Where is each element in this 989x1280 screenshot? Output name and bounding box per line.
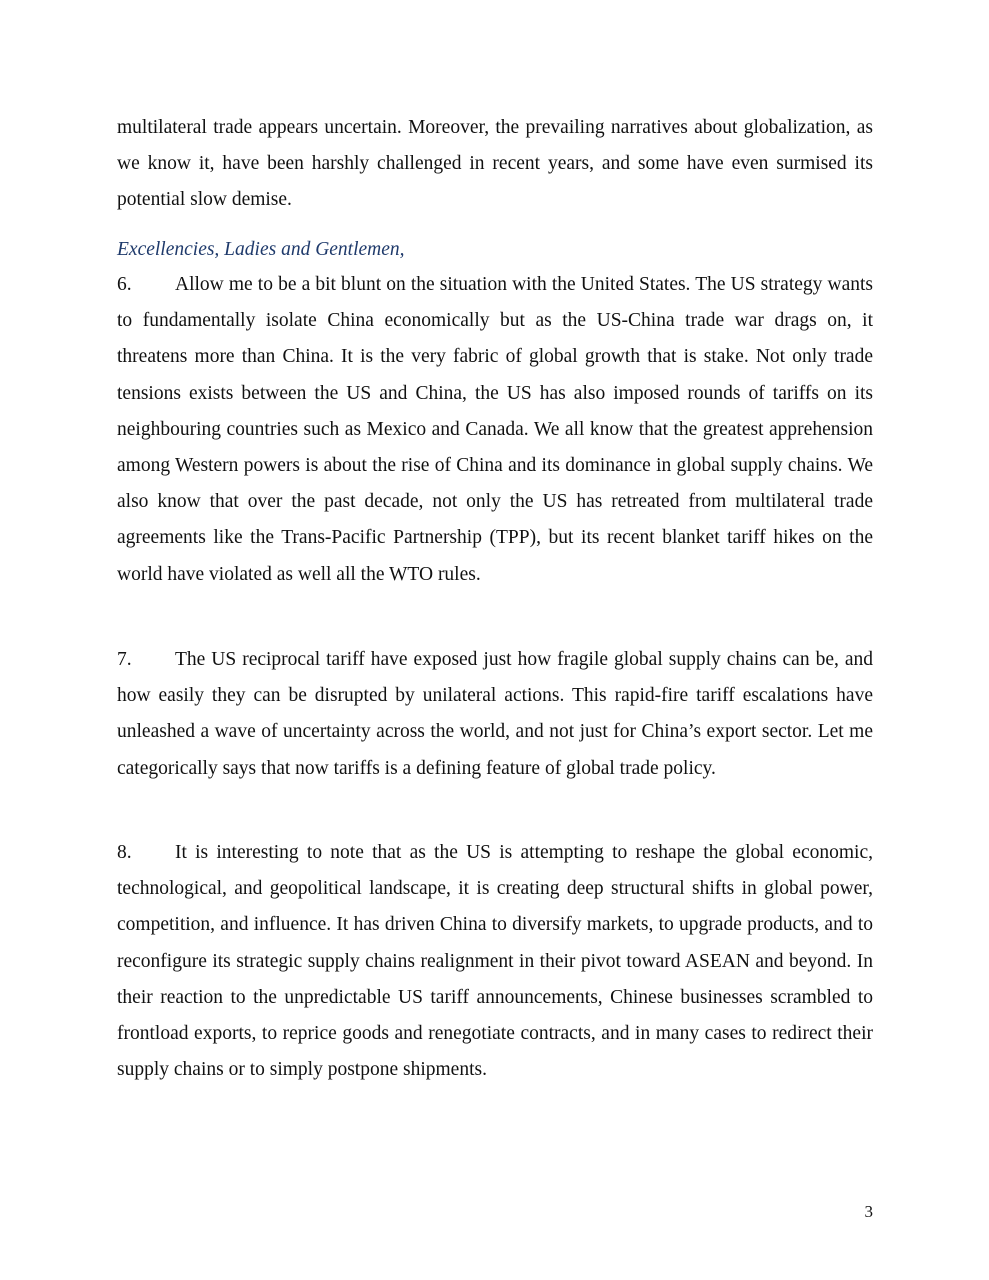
paragraph-7 (117, 642, 873, 787)
paragraph-text: It is interesting to note that as the US is attempting to reshape the global economic, technological, and geopolitical landscape, it is creating deep structural shifts in global power, competition, and influence. It has driven China to diversify markets, to upgrade products, and to reconfigure its strategic supply chains realignment in their pivot toward ASEAN and beyond. In their reaction to the unpredictable US tariff announcements, Chinese businesses scrambled to frontload exports, to reprice goods and renegotiate contracts, and in many cases to redirect their supply chains or to simply postpone shipments. (117, 842, 873, 1081)
paragraph-text: Allow me to be a bit blunt on the situation with the United States. The US strategy wants to fundamentally isolate China economically but as the US-China trade war drags on, it threatens more than China. It is the very fabric of global growth that is stake. Not only trade tensions exists between the US and China, the US has also imposed rounds of tariffs on its neighbouring countries such as Mexico and Canada. We all know that the greatest apprehension among Western powers is about the rise of China and its dominance in global supply chains. We also know that over the past decade, not only the US has retreated from multilateral trade agreements like the Trans-Pacific Partnership (TPP), but its recent blanket tariff hikes on the world have violated as well all the WTO rules. (117, 274, 873, 585)
paragraph-text: The US reciprocal tariff have exposed just how fragile global supply chains can be, and how easily they can be disrupted by unilateral actions. This rapid-fire tariff escalations have unleashed a wave of uncertainty across the world, and not just for China’s export sector. Let me categorically says that now tariffs is a defining feature of global trade policy. (117, 649, 873, 779)
paragraph-number: 6. (117, 274, 132, 295)
paragraph-number: 7. (117, 649, 132, 670)
salutation: Excellencies, Ladies and Gentlemen, (117, 239, 405, 260)
paragraph-6 (117, 267, 873, 593)
paragraph-number: 8. (117, 842, 132, 863)
intro-paragraph: multilateral trade appears uncertain. Moreover, the prevailing narratives about globalization, as we know it, have been harshly challenged in recent years, and some have even surmised its potential slow demise. (117, 117, 873, 211)
page-number: 3 (864, 1202, 873, 1221)
paragraph-8 (117, 835, 873, 1088)
